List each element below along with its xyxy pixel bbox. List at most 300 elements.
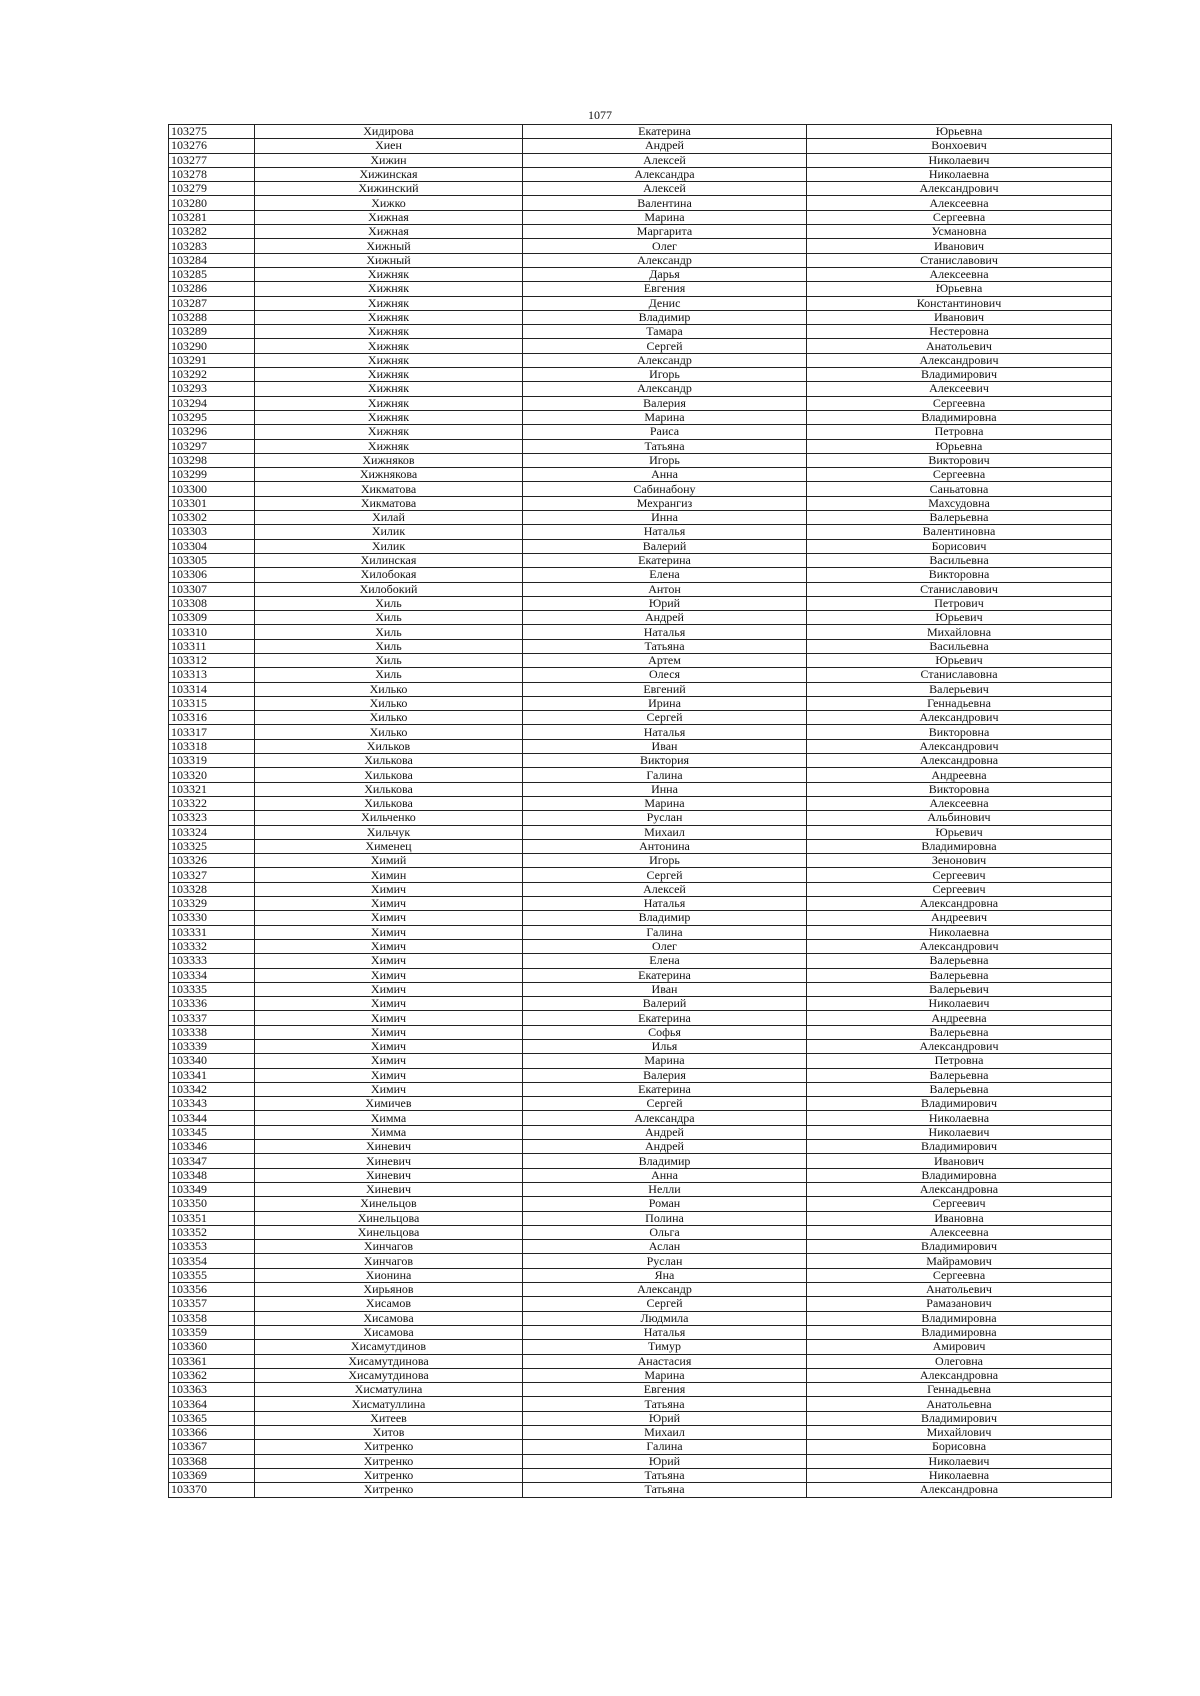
last-name-cell: Хилай — [255, 511, 523, 525]
first-name-cell: Андрей — [523, 139, 807, 153]
last-name-cell: Хильчук — [255, 825, 523, 839]
patronymic-cell: Александровна — [807, 754, 1112, 768]
table-row — [169, 1354, 1112, 1368]
record-number-cell: 103370 — [169, 1483, 255, 1497]
last-name-cell: Хилько — [255, 711, 523, 725]
table-row — [169, 768, 1112, 782]
patronymic-cell: Станиславович — [807, 582, 1112, 596]
first-name-cell: Валентина — [523, 196, 807, 210]
first-name-cell: Марина — [523, 1368, 807, 1382]
first-name-cell: Юрий — [523, 1411, 807, 1425]
table-row — [169, 625, 1112, 639]
table-row — [169, 982, 1112, 996]
table-row — [169, 1225, 1112, 1239]
record-number-cell: 103344 — [169, 1111, 255, 1125]
table-row — [169, 825, 1112, 839]
patronymic-cell: Иванович — [807, 239, 1112, 253]
registry-table — [168, 124, 1112, 1498]
last-name-cell: Хиневич — [255, 1140, 523, 1154]
patronymic-cell: Валерьевна — [807, 954, 1112, 968]
patronymic-cell: Александровна — [807, 1368, 1112, 1382]
table-row — [169, 1268, 1112, 1282]
patronymic-cell: Владимирович — [807, 1240, 1112, 1254]
record-number-cell: 103285 — [169, 267, 255, 281]
last-name-cell: Хикматова — [255, 482, 523, 496]
first-name-cell: Марина — [523, 1054, 807, 1068]
patronymic-cell: Усмановна — [807, 225, 1112, 239]
last-name-cell: Хитренко — [255, 1454, 523, 1468]
patronymic-cell: Рамазанович — [807, 1297, 1112, 1311]
first-name-cell: Юрий — [523, 1454, 807, 1468]
first-name-cell: Андрей — [523, 611, 807, 625]
last-name-cell: Хильченко — [255, 811, 523, 825]
patronymic-cell: Александрович — [807, 353, 1112, 367]
first-name-cell: Татьяна — [523, 639, 807, 653]
record-number-cell: 103288 — [169, 310, 255, 324]
last-name-cell: Хилобокий — [255, 582, 523, 596]
first-name-cell: Виктория — [523, 754, 807, 768]
patronymic-cell: Станиславовна — [807, 668, 1112, 682]
first-name-cell: Ирина — [523, 696, 807, 710]
patronymic-cell: Михайлович — [807, 1426, 1112, 1440]
patronymic-cell: Валерьевна — [807, 1068, 1112, 1082]
patronymic-cell: Владимирович — [807, 368, 1112, 382]
table-row — [169, 239, 1112, 253]
table-row — [169, 1311, 1112, 1325]
table-row — [169, 1397, 1112, 1411]
first-name-cell: Анастасия — [523, 1354, 807, 1368]
patronymic-cell: Николаевна — [807, 167, 1112, 181]
last-name-cell: Химич — [255, 911, 523, 925]
last-name-cell: Химич — [255, 1082, 523, 1096]
first-name-cell: Валерия — [523, 396, 807, 410]
patronymic-cell: Александровна — [807, 1182, 1112, 1196]
patronymic-cell: Анатольевич — [807, 339, 1112, 353]
first-name-cell: Наталья — [523, 1325, 807, 1339]
last-name-cell: Химич — [255, 1025, 523, 1039]
patronymic-cell: Александрович — [807, 939, 1112, 953]
last-name-cell: Хижняк — [255, 396, 523, 410]
first-name-cell: Сергей — [523, 1297, 807, 1311]
table-row — [169, 167, 1112, 181]
patronymic-cell: Сергеевич — [807, 882, 1112, 896]
patronymic-cell: Саньатовна — [807, 482, 1112, 496]
table-row — [169, 368, 1112, 382]
table-row — [169, 1411, 1112, 1425]
table-row — [169, 310, 1112, 324]
table-row — [169, 854, 1112, 868]
table-row — [169, 1054, 1112, 1068]
record-number-cell: 103336 — [169, 997, 255, 1011]
last-name-cell: Хинчагов — [255, 1254, 523, 1268]
first-name-cell: Елена — [523, 954, 807, 968]
record-number-cell: 103335 — [169, 982, 255, 996]
first-name-cell: Андрей — [523, 1140, 807, 1154]
first-name-cell: Илья — [523, 1040, 807, 1054]
record-number-cell: 103338 — [169, 1025, 255, 1039]
first-name-cell: Юрий — [523, 596, 807, 610]
record-number-cell: 103298 — [169, 453, 255, 467]
patronymic-cell: Александрович — [807, 739, 1112, 753]
patronymic-cell: Владимирович — [807, 1411, 1112, 1425]
first-name-cell: Алексей — [523, 153, 807, 167]
last-name-cell: Хисамутдинова — [255, 1354, 523, 1368]
patronymic-cell: Константинович — [807, 296, 1112, 310]
table-row — [169, 153, 1112, 167]
patronymic-cell: Сергеевич — [807, 868, 1112, 882]
record-number-cell: 103307 — [169, 582, 255, 596]
patronymic-cell: Сергеевич — [807, 1197, 1112, 1211]
table-row — [169, 511, 1112, 525]
record-number-cell: 103329 — [169, 897, 255, 911]
table-row — [169, 139, 1112, 153]
record-number-cell: 103358 — [169, 1311, 255, 1325]
last-name-cell: Химич — [255, 939, 523, 953]
patronymic-cell: Юрьевич — [807, 611, 1112, 625]
last-name-cell: Хижняк — [255, 425, 523, 439]
first-name-cell: Марина — [523, 796, 807, 810]
record-number-cell: 103364 — [169, 1397, 255, 1411]
last-name-cell: Хисамов — [255, 1297, 523, 1311]
first-name-cell: Тимур — [523, 1340, 807, 1354]
table-row — [169, 482, 1112, 496]
last-name-cell: Хижинский — [255, 182, 523, 196]
patronymic-cell: Андреевич — [807, 911, 1112, 925]
first-name-cell: Полина — [523, 1211, 807, 1225]
record-number-cell: 103310 — [169, 625, 255, 639]
last-name-cell: Химич — [255, 1040, 523, 1054]
table-row — [169, 939, 1112, 953]
patronymic-cell: Петровна — [807, 1054, 1112, 1068]
last-name-cell: Хисамова — [255, 1311, 523, 1325]
table-row — [169, 267, 1112, 281]
patronymic-cell: Михайловна — [807, 625, 1112, 639]
record-number-cell: 103291 — [169, 353, 255, 367]
last-name-cell: Хинчагов — [255, 1240, 523, 1254]
first-name-cell: Наталья — [523, 725, 807, 739]
patronymic-cell: Николаевич — [807, 997, 1112, 1011]
record-number-cell: 103311 — [169, 639, 255, 653]
last-name-cell: Хижная — [255, 225, 523, 239]
table-row — [169, 739, 1112, 753]
first-name-cell: Людмила — [523, 1311, 807, 1325]
first-name-cell: Мехрангиз — [523, 496, 807, 510]
patronymic-cell: Юрьевич — [807, 653, 1112, 667]
record-number-cell: 103278 — [169, 167, 255, 181]
first-name-cell: Артем — [523, 653, 807, 667]
last-name-cell: Хинельцова — [255, 1225, 523, 1239]
table-row — [169, 553, 1112, 567]
record-number-cell: 103280 — [169, 196, 255, 210]
table-row — [169, 1111, 1112, 1125]
last-name-cell: Хитов — [255, 1426, 523, 1440]
first-name-cell: Владимир — [523, 310, 807, 324]
first-name-cell: Галина — [523, 925, 807, 939]
table-row — [169, 1283, 1112, 1297]
record-number-cell: 103286 — [169, 282, 255, 296]
last-name-cell: Хитеев — [255, 1411, 523, 1425]
record-number-cell: 103353 — [169, 1240, 255, 1254]
table-row — [169, 325, 1112, 339]
patronymic-cell: Викторовна — [807, 725, 1112, 739]
first-name-cell: Валерий — [523, 539, 807, 553]
first-name-cell: Наталья — [523, 897, 807, 911]
record-number-cell: 103351 — [169, 1211, 255, 1225]
table-row — [169, 1040, 1112, 1054]
last-name-cell: Хирьянов — [255, 1283, 523, 1297]
first-name-cell: Софья — [523, 1025, 807, 1039]
last-name-cell: Хилько — [255, 682, 523, 696]
table-row — [169, 1340, 1112, 1354]
table-row — [169, 1011, 1112, 1025]
table-row — [169, 882, 1112, 896]
first-name-cell: Михаил — [523, 825, 807, 839]
first-name-cell: Олег — [523, 239, 807, 253]
patronymic-cell: Валентиновна — [807, 525, 1112, 539]
patronymic-cell: Владимировна — [807, 1168, 1112, 1182]
record-number-cell: 103284 — [169, 253, 255, 267]
first-name-cell: Александр — [523, 1283, 807, 1297]
patronymic-cell: Николаевич — [807, 153, 1112, 167]
record-number-cell: 103368 — [169, 1454, 255, 1468]
page-number: 1077 — [588, 108, 612, 122]
last-name-cell: Химич — [255, 1011, 523, 1025]
table-row — [169, 196, 1112, 210]
first-name-cell: Алексей — [523, 882, 807, 896]
table-row — [169, 639, 1112, 653]
first-name-cell: Анна — [523, 1168, 807, 1182]
record-number-cell: 103350 — [169, 1197, 255, 1211]
last-name-cell: Хилинская — [255, 553, 523, 567]
record-number-cell: 103301 — [169, 496, 255, 510]
record-number-cell: 103319 — [169, 754, 255, 768]
last-name-cell: Хиль — [255, 639, 523, 653]
table-row — [169, 1468, 1112, 1482]
last-name-cell: Хитренко — [255, 1440, 523, 1454]
first-name-cell: Сергей — [523, 339, 807, 353]
record-number-cell: 103321 — [169, 782, 255, 796]
record-number-cell: 103349 — [169, 1182, 255, 1196]
table-row — [169, 1454, 1112, 1468]
first-name-cell: Антон — [523, 582, 807, 596]
last-name-cell: Хионина — [255, 1268, 523, 1282]
last-name-cell: Хижняк — [255, 353, 523, 367]
first-name-cell: Екатерина — [523, 125, 807, 139]
patronymic-cell: Андреевна — [807, 768, 1112, 782]
first-name-cell: Нелли — [523, 1182, 807, 1196]
table-row — [169, 611, 1112, 625]
registry-table-body — [169, 125, 1112, 1498]
record-number-cell: 103363 — [169, 1383, 255, 1397]
last-name-cell: Хижный — [255, 239, 523, 253]
first-name-cell: Игорь — [523, 453, 807, 467]
table-row — [169, 439, 1112, 453]
record-number-cell: 103356 — [169, 1283, 255, 1297]
last-name-cell: Хиль — [255, 668, 523, 682]
first-name-cell: Александра — [523, 1111, 807, 1125]
table-row — [169, 496, 1112, 510]
record-number-cell: 103303 — [169, 525, 255, 539]
first-name-cell: Олег — [523, 939, 807, 953]
table-row — [169, 1211, 1112, 1225]
table-row — [169, 954, 1112, 968]
table-row — [169, 839, 1112, 853]
first-name-cell: Раиса — [523, 425, 807, 439]
first-name-cell: Руслан — [523, 811, 807, 825]
table-row — [169, 353, 1112, 367]
table-row — [169, 1483, 1112, 1497]
last-name-cell: Химич — [255, 954, 523, 968]
last-name-cell: Химич — [255, 1054, 523, 1068]
record-number-cell: 103302 — [169, 511, 255, 525]
first-name-cell: Роман — [523, 1197, 807, 1211]
first-name-cell: Татьяна — [523, 439, 807, 453]
record-number-cell: 103328 — [169, 882, 255, 896]
table-row — [169, 796, 1112, 810]
patronymic-cell: Николаевич — [807, 1454, 1112, 1468]
last-name-cell: Хижняк — [255, 296, 523, 310]
last-name-cell: Хижняк — [255, 368, 523, 382]
first-name-cell: Инна — [523, 511, 807, 525]
last-name-cell: Химма — [255, 1125, 523, 1139]
table-row — [169, 682, 1112, 696]
table-row — [169, 453, 1112, 467]
table-row — [169, 125, 1112, 139]
table-row — [169, 668, 1112, 682]
last-name-cell: Хидирова — [255, 125, 523, 139]
last-name-cell: Хинельцова — [255, 1211, 523, 1225]
first-name-cell: Сабинабону — [523, 482, 807, 496]
last-name-cell: Хижняк — [255, 410, 523, 424]
table-row — [169, 653, 1112, 667]
first-name-cell: Руслан — [523, 1254, 807, 1268]
table-row — [169, 468, 1112, 482]
patronymic-cell: Владимировна — [807, 410, 1112, 424]
patronymic-cell: Алексеевна — [807, 796, 1112, 810]
table-row — [169, 997, 1112, 1011]
first-name-cell: Андрей — [523, 1125, 807, 1139]
patronymic-cell: Сергеевна — [807, 468, 1112, 482]
patronymic-cell: Викторовна — [807, 568, 1112, 582]
last-name-cell: Хиен — [255, 139, 523, 153]
first-name-cell: Екатерина — [523, 1011, 807, 1025]
table-row — [169, 525, 1112, 539]
record-number-cell: 103361 — [169, 1354, 255, 1368]
table-row — [169, 396, 1112, 410]
record-number-cell: 103318 — [169, 739, 255, 753]
first-name-cell: Александр — [523, 253, 807, 267]
table-row — [169, 582, 1112, 596]
last-name-cell: Хисамутдинова — [255, 1368, 523, 1382]
last-name-cell: Хименец — [255, 839, 523, 853]
first-name-cell: Александр — [523, 353, 807, 367]
record-number-cell: 103347 — [169, 1154, 255, 1168]
record-number-cell: 103294 — [169, 396, 255, 410]
last-name-cell: Хижняк — [255, 282, 523, 296]
table-row — [169, 1368, 1112, 1382]
last-name-cell: Хиневич — [255, 1154, 523, 1168]
table-row — [169, 1182, 1112, 1196]
record-number-cell: 103275 — [169, 125, 255, 139]
last-name-cell: Хилько — [255, 725, 523, 739]
patronymic-cell: Иванович — [807, 1154, 1112, 1168]
patronymic-cell: Викторович — [807, 453, 1112, 467]
record-number-cell: 103297 — [169, 439, 255, 453]
table-row — [169, 568, 1112, 582]
patronymic-cell: Анатольевна — [807, 1397, 1112, 1411]
record-number-cell: 103348 — [169, 1168, 255, 1182]
table-row — [169, 911, 1112, 925]
table-row — [169, 425, 1112, 439]
record-number-cell: 103333 — [169, 954, 255, 968]
record-number-cell: 103360 — [169, 1340, 255, 1354]
last-name-cell: Химич — [255, 968, 523, 982]
first-name-cell: Марина — [523, 410, 807, 424]
patronymic-cell: Владимировна — [807, 839, 1112, 853]
last-name-cell: Химич — [255, 897, 523, 911]
table-row — [169, 782, 1112, 796]
first-name-cell: Яна — [523, 1268, 807, 1282]
table-row — [169, 1140, 1112, 1154]
table-row — [169, 696, 1112, 710]
patronymic-cell: Владимирович — [807, 1097, 1112, 1111]
last-name-cell: Химич — [255, 925, 523, 939]
last-name-cell: Хиневич — [255, 1182, 523, 1196]
first-name-cell: Тамара — [523, 325, 807, 339]
last-name-cell: Хилик — [255, 539, 523, 553]
last-name-cell: Хилькова — [255, 796, 523, 810]
record-number-cell: 103313 — [169, 668, 255, 682]
table-row — [169, 1440, 1112, 1454]
last-name-cell: Хижин — [255, 153, 523, 167]
record-number-cell: 103332 — [169, 939, 255, 953]
patronymic-cell: Александровна — [807, 897, 1112, 911]
first-name-cell: Евгения — [523, 282, 807, 296]
table-row — [169, 1068, 1112, 1082]
record-number-cell: 103322 — [169, 796, 255, 810]
patronymic-cell: Валерьевич — [807, 982, 1112, 996]
patronymic-cell: Владимирович — [807, 1140, 1112, 1154]
record-number-cell: 103295 — [169, 410, 255, 424]
record-number-cell: 103326 — [169, 854, 255, 868]
table-row — [169, 1240, 1112, 1254]
table-row — [169, 1297, 1112, 1311]
first-name-cell: Денис — [523, 296, 807, 310]
first-name-cell: Елена — [523, 568, 807, 582]
patronymic-cell: Андреевна — [807, 1011, 1112, 1025]
first-name-cell: Владимир — [523, 1154, 807, 1168]
patronymic-cell: Геннадьевна — [807, 1383, 1112, 1397]
record-number-cell: 103365 — [169, 1411, 255, 1425]
first-name-cell: Антонина — [523, 839, 807, 853]
last-name-cell: Хиль — [255, 611, 523, 625]
record-number-cell: 103362 — [169, 1368, 255, 1382]
first-name-cell: Наталья — [523, 625, 807, 639]
patronymic-cell: Николаевич — [807, 1125, 1112, 1139]
record-number-cell: 103325 — [169, 839, 255, 853]
record-number-cell: 103359 — [169, 1325, 255, 1339]
last-name-cell: Хинельцов — [255, 1197, 523, 1211]
table-row — [169, 296, 1112, 310]
record-number-cell: 103299 — [169, 468, 255, 482]
patronymic-cell: Валерьевна — [807, 1082, 1112, 1096]
last-name-cell: Хилькова — [255, 754, 523, 768]
last-name-cell: Химий — [255, 854, 523, 868]
patronymic-cell: Валерьевна — [807, 968, 1112, 982]
record-number-cell: 103287 — [169, 296, 255, 310]
patronymic-cell: Алексеевна — [807, 196, 1112, 210]
first-name-cell: Екатерина — [523, 1082, 807, 1096]
